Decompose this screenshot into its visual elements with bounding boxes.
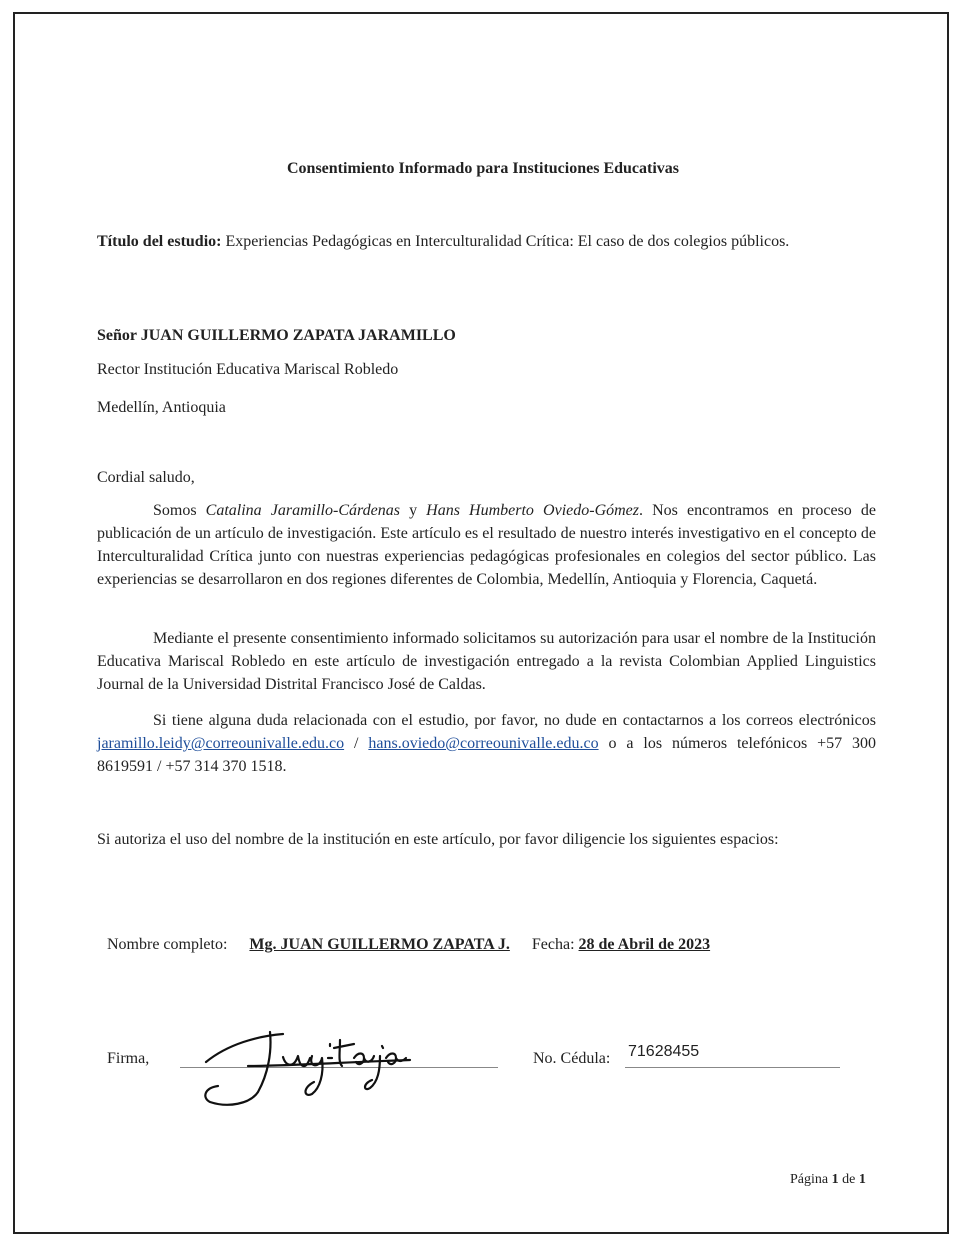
page-total: 1 (858, 1172, 866, 1187)
date-value: 28 de Abril de 2023 (578, 936, 711, 953)
study-title-line (97, 230, 837, 253)
recipient-role: Rector Institución Educativa Mariscal Robledo (97, 361, 399, 378)
page-prefix: Página (790, 1172, 832, 1187)
paragraph-request: Mediante el presente consentimiento informado solicitamos su autorización para usar el nombre de la Institución Educativa Mariscal Robledo en este artículo de investigación entregado a la revista Colombian Applied Linguistics Journal de la Universidad Distrital Francisco José de Caldas. (97, 630, 876, 693)
id-line (625, 1067, 840, 1068)
id-label: No. Cédula: (533, 1050, 611, 1067)
authorize-instructions: Si autoriza el uso del nombre de la institución en este artículo, por favor diligencie los siguientes espacios: (97, 831, 779, 848)
intro-lead: Somos (153, 502, 206, 519)
page-border (13, 12, 949, 1234)
fullname-row (107, 933, 710, 956)
page-mid: de (838, 1172, 859, 1187)
contact-rest: o a los números telefónicos +57 300 8619591 / +57 314 370 1518. (97, 735, 877, 775)
paragraph-intro (97, 499, 876, 591)
recipient-city: Medellín, Antioquia (97, 399, 226, 416)
paragraph-contact (97, 709, 876, 778)
study-title: Experiencias Pedagógicas en Interculturalidad Crítica: El caso de dos colegios públicos. (225, 233, 790, 250)
email-link-2[interactable]: hans.oviedo@correounivalle.edu.co (368, 735, 599, 752)
document-title: Consentimiento Informado para Instituciones Educativas (286, 160, 680, 177)
fullname-value: Mg. JUAN GUILLERMO ZAPATA J. (249, 936, 510, 953)
intro-mid: y (399, 502, 427, 519)
page-current: 1 (831, 1172, 839, 1187)
handwritten-signature (188, 1022, 418, 1112)
email-separator: / (344, 735, 369, 752)
date-label: Fecha: (531, 936, 579, 953)
fullname-label: Nombre completo: (107, 936, 228, 953)
signature-label: Firma, (107, 1050, 150, 1067)
author-1: Catalina Jaramillo-Cárdenas (205, 502, 400, 519)
contact-lead: Si tiene alguna duda relacionada con el estudio, por favor, no dude en contactarnos a los correos electrónicos (153, 712, 876, 729)
author-2: Hans Humberto Oviedo-Gómez (426, 502, 640, 519)
recipient-name: Señor JUAN GUILLERMO ZAPATA JARAMILLO (97, 327, 456, 344)
email-link-1[interactable]: jaramillo.leidy@correounivalle.edu.co (97, 735, 345, 752)
greeting: Cordial saludo, (97, 469, 195, 486)
intro-rest: . Nos encontramos en proceso de publicación de un artículo de investigación. Este artículo es el resultado de nuestro interés investigativo en el concepto de Interculturalidad Crítica junto con nuestras experiencias pedagógicas profesionales en colegios del sector público. Las experiencias se desarrollaron en dos regiones diferentes de Colombia, Medellín, Antioquia y Florencia, Caquetá. (97, 502, 877, 588)
study-label: Título del estudio: (97, 233, 222, 250)
id-value: 71628455 (628, 1043, 700, 1060)
page-number (790, 1168, 866, 1191)
